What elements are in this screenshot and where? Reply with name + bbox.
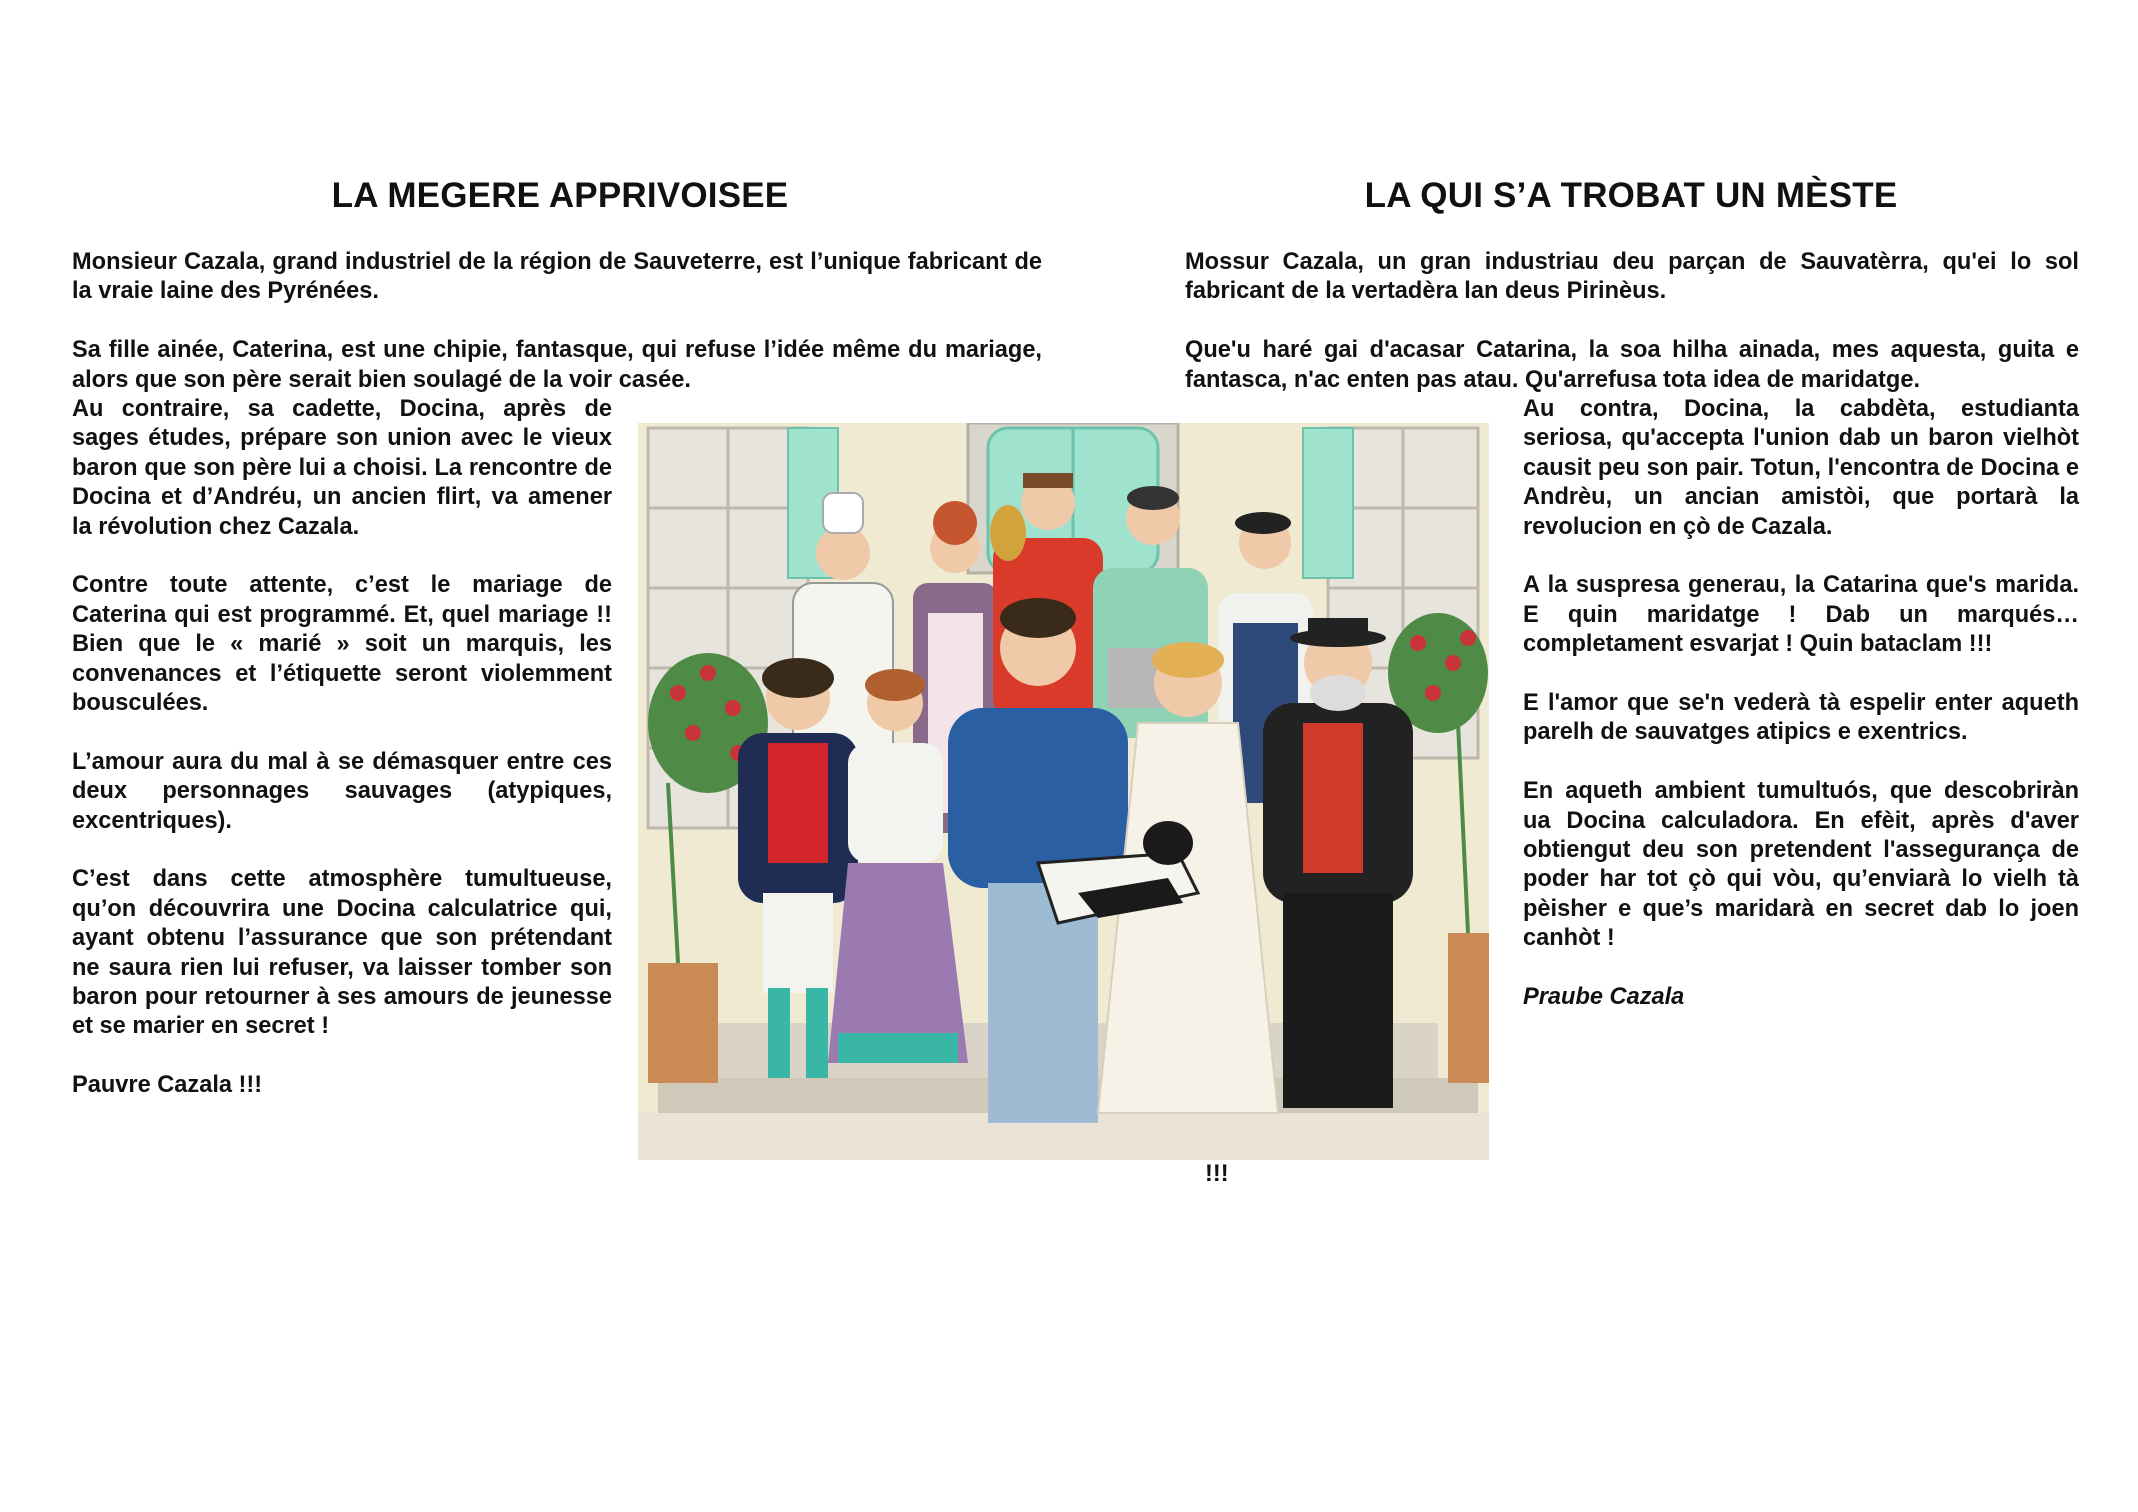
closing-exclamation: !!! — [1205, 1161, 1229, 1187]
left-intro-paragraph: Sa fille ainée, Caterina, est une chipie, fantasque, qui refuse l’idée même du mariage, alors que son père serait bien soulagé de la voir casée. — [72, 337, 1042, 393]
left-body-paragraph: Pauvre Cazala !!! — [72, 1072, 263, 1099]
left-body-paragraph: Contre toute attente, c’est le mariage de Caterina qui est programmé. Et, quel mariage !! Bien que le « marié » soit un marquis, les convenances et l’étiquette seront violemment bousculées. — [72, 572, 612, 717]
right-body-paragraph: Au contra, Docina, la cabdèta, estudianta seriosa, qu'accepta l'union dab un baron vielhòt causit peu son pair. Totun, l'encontra de Docina e Andrèu, un ancian amistòi, que portarà la revolucion en çò de Cazala. — [1523, 396, 2079, 540]
wedding-painting — [638, 423, 1489, 1160]
wedding-painting-illustration — [638, 423, 1489, 1160]
right-title: LA QUI S’A TROBAT UN MÈSTE — [1364, 176, 1898, 215]
right-body — [1523, 395, 2079, 1012]
left-body-paragraph: C’est dans cette atmosphère tumultueuse, qu’on découvrira une Docina calculatrice qui, ayant obtenu l’assurance que son prétendant ne saura rien lui refuser, va laisser tomber son baron pour retourner à ses amours de jeunesse et se marier en secret ! — [72, 866, 612, 1040]
left-intro — [72, 248, 1042, 395]
left-intro-paragraph: Monsieur Cazala, grand industriel de la région de Sauveterre, est l’unique fabricant de la vraie laine des Pyrénées. — [72, 249, 1042, 305]
right-intro-paragraph: Que'u haré gai d'acasar Catarina, la soa hilha ainada, mes aquesta, guita e fantasca, n'ac enten pas atau. Qu'arrefusa tota idea de maridatge. — [1185, 337, 2079, 393]
right-body-paragraph: En aqueth ambient tumultuós, que descobriràn ua Docina calculadora. En efèit, après d'aver obtiengut deu son pretendent l'assegurança de poder har tot çò qui vòu, qu’enviarà lo vielh tà pèisher e que’s maridarà en secret dab lo joen canhòt ! — [1523, 778, 2079, 952]
right-intro-paragraph: Mossur Cazala, un gran industriau deu parçan de Sauvatèrra, qu'ei lo sol fabricant de la vertadèra lan deus Pirinèus. — [1185, 249, 2079, 305]
right-intro — [1185, 248, 2079, 395]
right-body-paragraph: E l'amor que se'n vederà tà espelir enter aqueth parelh de sauvatges atipics e exentrics. — [1523, 690, 2079, 746]
right-body-paragraph: A la suspresa generau, la Catarina que's marida. E quin maridatge ! Dab un marqués… completament esvarjat ! Quin bataclam !!! — [1523, 572, 2079, 658]
left-title: LA MEGERE APPRIVOISEE — [331, 176, 789, 215]
left-body — [72, 395, 612, 1101]
left-body-paragraph: Au contraire, sa cadette, Docina, après de sages études, prépare son union avec le vieux baron que son père lui a choisi. La rencontre de Docina et d’Andréu, un ancien flirt, va amener la révolution chez Cazala. — [72, 396, 612, 540]
left-body-paragraph: L’amour aura du mal à se démasquer entre ces deux personnages sauvages (atypiques, excentriques). — [72, 748, 612, 834]
right-closing: Praube Cazala — [1523, 984, 1685, 1011]
